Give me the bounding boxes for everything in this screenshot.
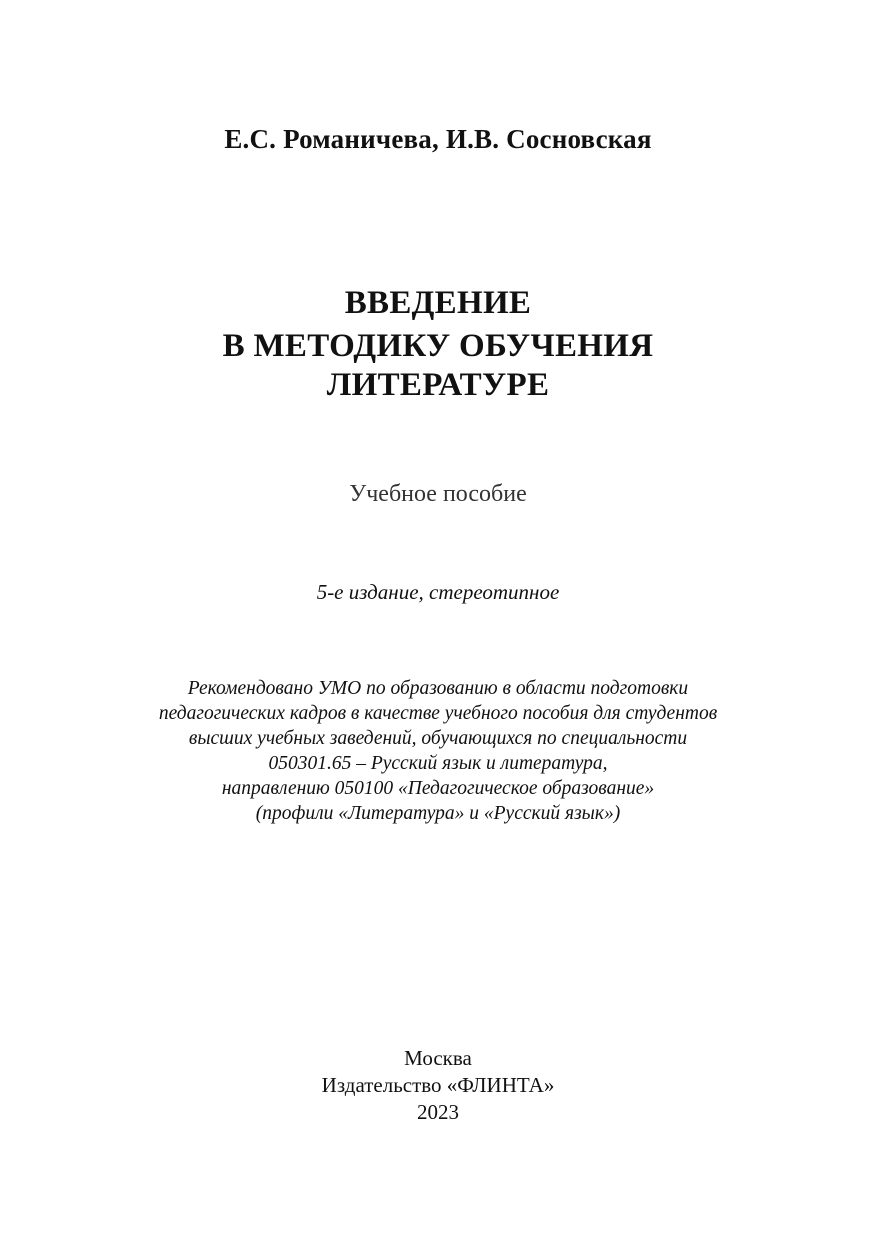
recommendation-line: 050301.65 – Русский язык и литература, [268, 753, 608, 774]
title-line: ВВЕДЕНИЕ [344, 285, 532, 321]
authors: Е.С. Романичева, И.В. Сосновская [224, 124, 652, 154]
recommendation-line: направлению 050100 «Педагогическое образование» [221, 778, 655, 799]
title-line: ЛИТЕРАТУРЕ [326, 367, 550, 403]
imprint-publisher: Издательство «ФЛИНТА» [321, 1073, 555, 1097]
recommendation-line: (профили «Литература» и «Русский язык») [255, 803, 621, 824]
title-line: В МЕТОДИКУ ОБУЧЕНИЯ [222, 328, 654, 364]
recommendation-line: высших учебных заведений, обучающихся по специальности [188, 728, 688, 749]
imprint-year: 2023 [417, 1100, 459, 1124]
subtitle: Учебное пособие [349, 481, 527, 507]
edition-note: 5-е издание, стереотипное [316, 580, 560, 604]
recommendation-line: педагогических кадров в качестве учебного пособия для студентов [158, 703, 718, 724]
imprint-city: Москва [404, 1046, 472, 1070]
recommendation-line: Рекомендовано УМО по образованию в области подготовки [187, 678, 689, 699]
